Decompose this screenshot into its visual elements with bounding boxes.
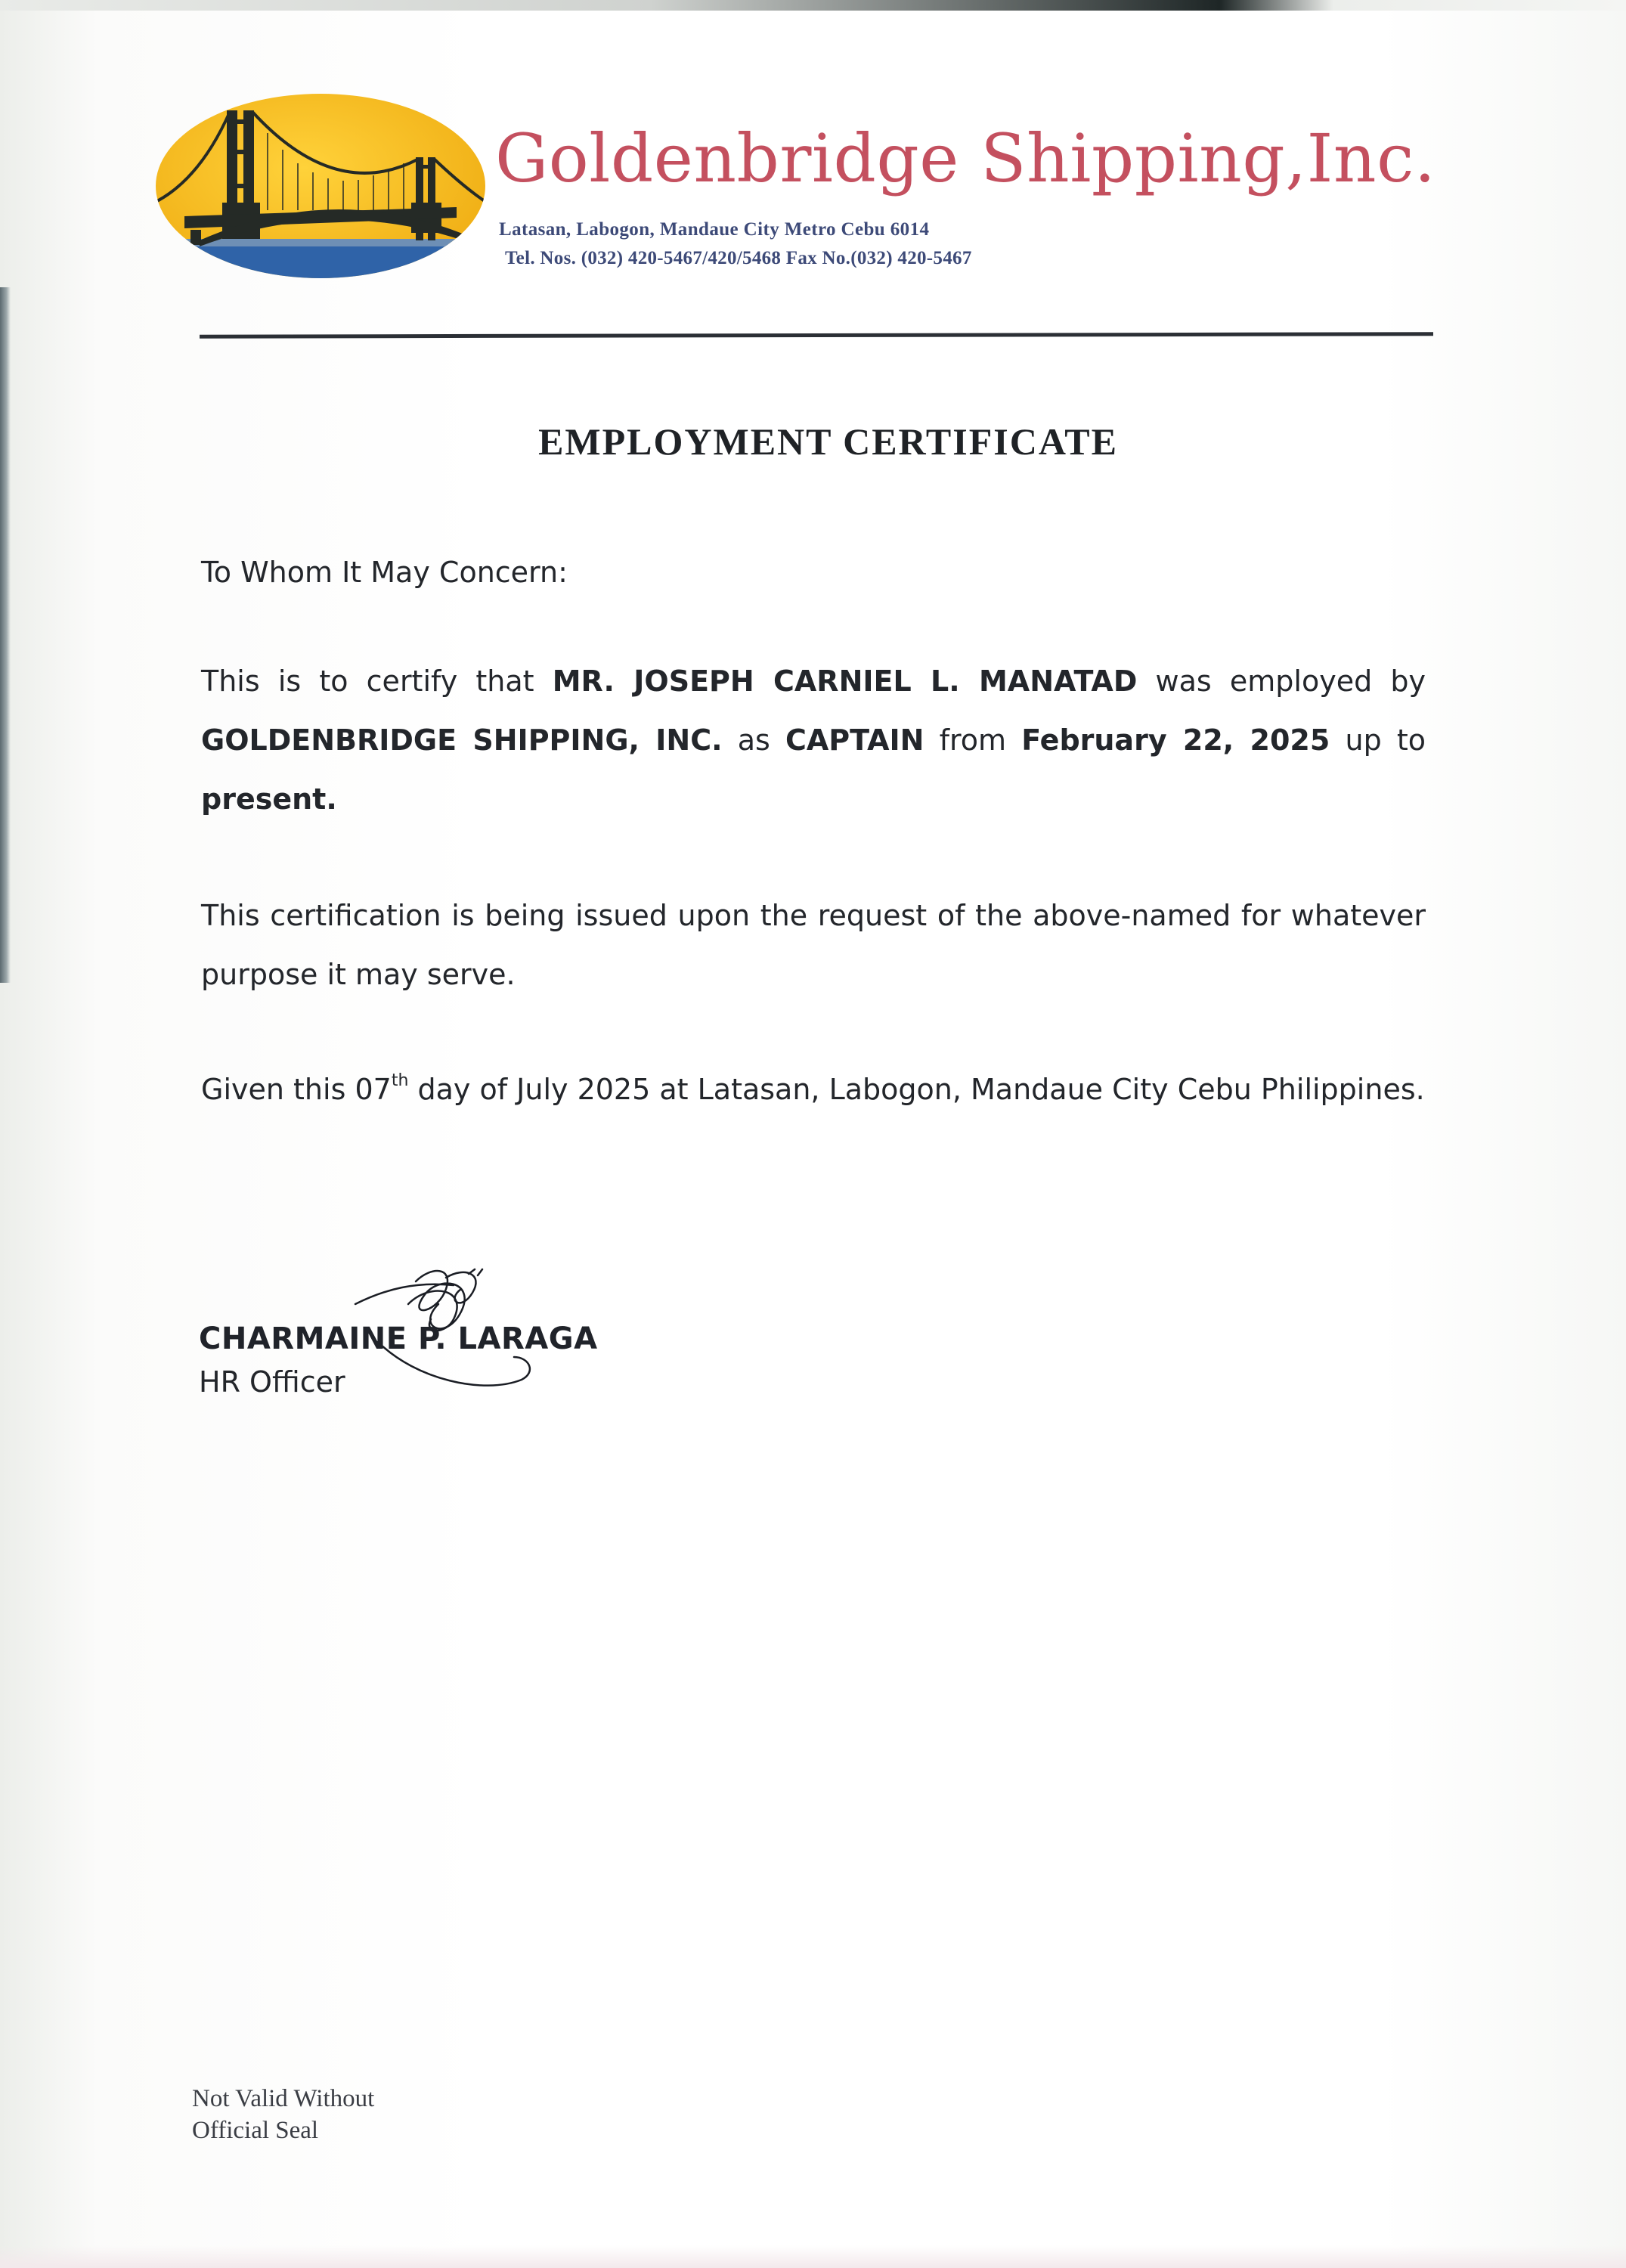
- text-span: as: [722, 723, 785, 757]
- signatory-role: HR Officer: [199, 1365, 345, 1399]
- document-title: EMPLOYMENT CERTIFICATE: [538, 420, 1118, 463]
- text-span: was employed by: [1137, 665, 1426, 698]
- ordinal-suffix: th: [391, 1071, 409, 1090]
- issuance-line: [201, 1060, 1471, 1119]
- job-position: CAPTAIN: [785, 723, 924, 757]
- employer-name: GOLDENBRIDGE SHIPPING, INC.: [201, 723, 723, 757]
- purpose-paragraph: This certification is being issued upon the request of the above-named for whatever purpose it may serve.: [201, 899, 1426, 991]
- text-span: day of July 2025 at Latasan, Labogon, Mandaue City Cebu Philippines.: [408, 1073, 1425, 1106]
- salutation: To Whom It May Concern:: [201, 556, 568, 589]
- employee-name: MR. JOSEPH CARNIEL L. MANATAD: [552, 665, 1138, 698]
- certification-paragraph: [201, 652, 1426, 829]
- text-span: from: [924, 723, 1022, 757]
- start-date: February 22, 2025: [1021, 723, 1330, 757]
- text-span: Given this 07: [201, 1073, 392, 1106]
- text-span: This is to certify that: [201, 665, 553, 698]
- signatory-name: CHARMAINE P. LARAGA: [199, 1321, 598, 1356]
- header-divider: [200, 332, 1433, 338]
- company-address: Latasan, Labogon, Mandaue City Metro Cebu 6014: [499, 219, 930, 240]
- scan-bottom-edge: [0, 2245, 1626, 2268]
- end-date: present.: [201, 782, 337, 816]
- company-name: Goldenbridge Shipping,Inc.: [495, 119, 1436, 197]
- scan-left-edge: [0, 287, 11, 983]
- text-span: up to: [1330, 723, 1426, 757]
- scan-top-edge: [0, 0, 1626, 11]
- validity-note-line-2: Official Seal: [192, 2117, 319, 2144]
- validity-note-line-1: Not Valid Without: [192, 2085, 375, 2112]
- company-contact: Tel. Nos. (032) 420-5467/420/5468 Fax No.(032) 420-5467: [505, 248, 972, 268]
- golden-gate-bridge-logo: [154, 89, 487, 286]
